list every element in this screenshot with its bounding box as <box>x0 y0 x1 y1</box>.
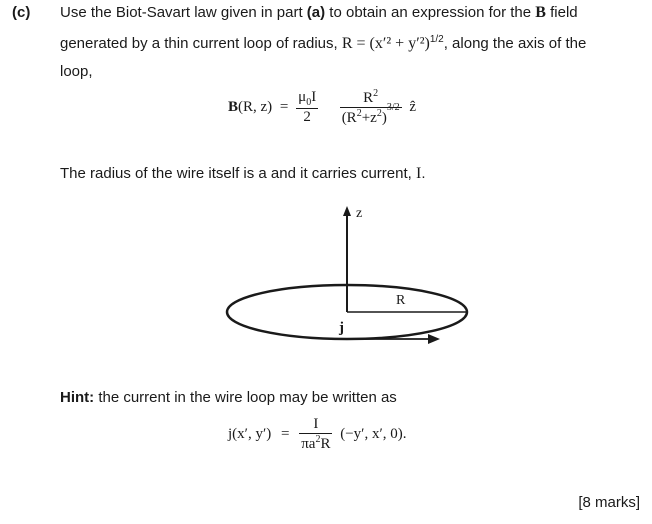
mu-symbol: μ <box>298 89 307 105</box>
den-power: 3/2 <box>386 102 400 113</box>
r-symbol: R <box>363 90 374 106</box>
z-axis-arrowhead <box>343 206 351 216</box>
eq2-equals: = <box>280 426 290 442</box>
eq2-fraction <box>299 416 332 453</box>
den-exp: 2 <box>356 108 362 119</box>
den-part: (R <box>341 110 357 126</box>
eq2-lhs: j(x′, y′) <box>228 426 272 442</box>
eq2-den-part: R <box>320 436 331 452</box>
radius-expression: R = (x′² + y′²) <box>341 35 430 52</box>
eq1-denominator-2: 2 <box>296 108 318 126</box>
radius-text: The radius of the wire itself is a and it carries current, <box>60 165 416 182</box>
den-exp: 2 <box>376 108 382 119</box>
intro-text: Use the Biot-Savart law given in part <box>60 4 307 21</box>
z-unit-vector: ẑ <box>409 99 417 115</box>
part-label: (c) <box>12 4 31 21</box>
eq2-den-part: πa <box>301 436 316 452</box>
z-axis-label: z <box>356 206 363 221</box>
current-arrowhead <box>428 334 440 344</box>
den-part: +z <box>361 110 377 126</box>
eq1-equals: = <box>279 99 289 115</box>
eq2-vector: (−y′, x′, 0). <box>340 426 407 442</box>
den-part: ) <box>381 110 387 126</box>
equation-current-density <box>228 416 406 453</box>
radius-exponent: 1/2 <box>429 34 444 45</box>
eq2-numerator: I <box>313 416 319 432</box>
hint-line <box>60 389 397 406</box>
intro-text: , along the axis of the <box>443 35 587 52</box>
hint-text: the current in the wire loop may be written as <box>94 389 397 406</box>
hint-label: Hint: <box>60 389 95 406</box>
mu-subscript: 0 <box>306 97 312 108</box>
intro-text: generated by a thin current loop of radius, <box>60 35 342 52</box>
b-field-symbol: B <box>535 4 546 21</box>
intro-text: to obtain an expression for the <box>325 4 536 21</box>
radius-label: R <box>396 293 406 308</box>
current-label: j <box>339 320 344 336</box>
intro-text: field <box>545 4 578 21</box>
current-symbol: I <box>415 165 422 182</box>
eq1-lhs-args: (R, z) <box>238 99 273 115</box>
eq2-den-exp: 2 <box>315 434 321 445</box>
eq1-lhs-b: B <box>228 99 239 115</box>
current-symbol: I <box>311 89 317 105</box>
marks-label: [8 marks] <box>578 494 640 511</box>
r-exponent: 2 <box>373 88 379 99</box>
part-ref: (a) <box>306 4 326 21</box>
intro-line-3: loop, <box>60 63 93 80</box>
radius-text: . <box>421 165 426 182</box>
